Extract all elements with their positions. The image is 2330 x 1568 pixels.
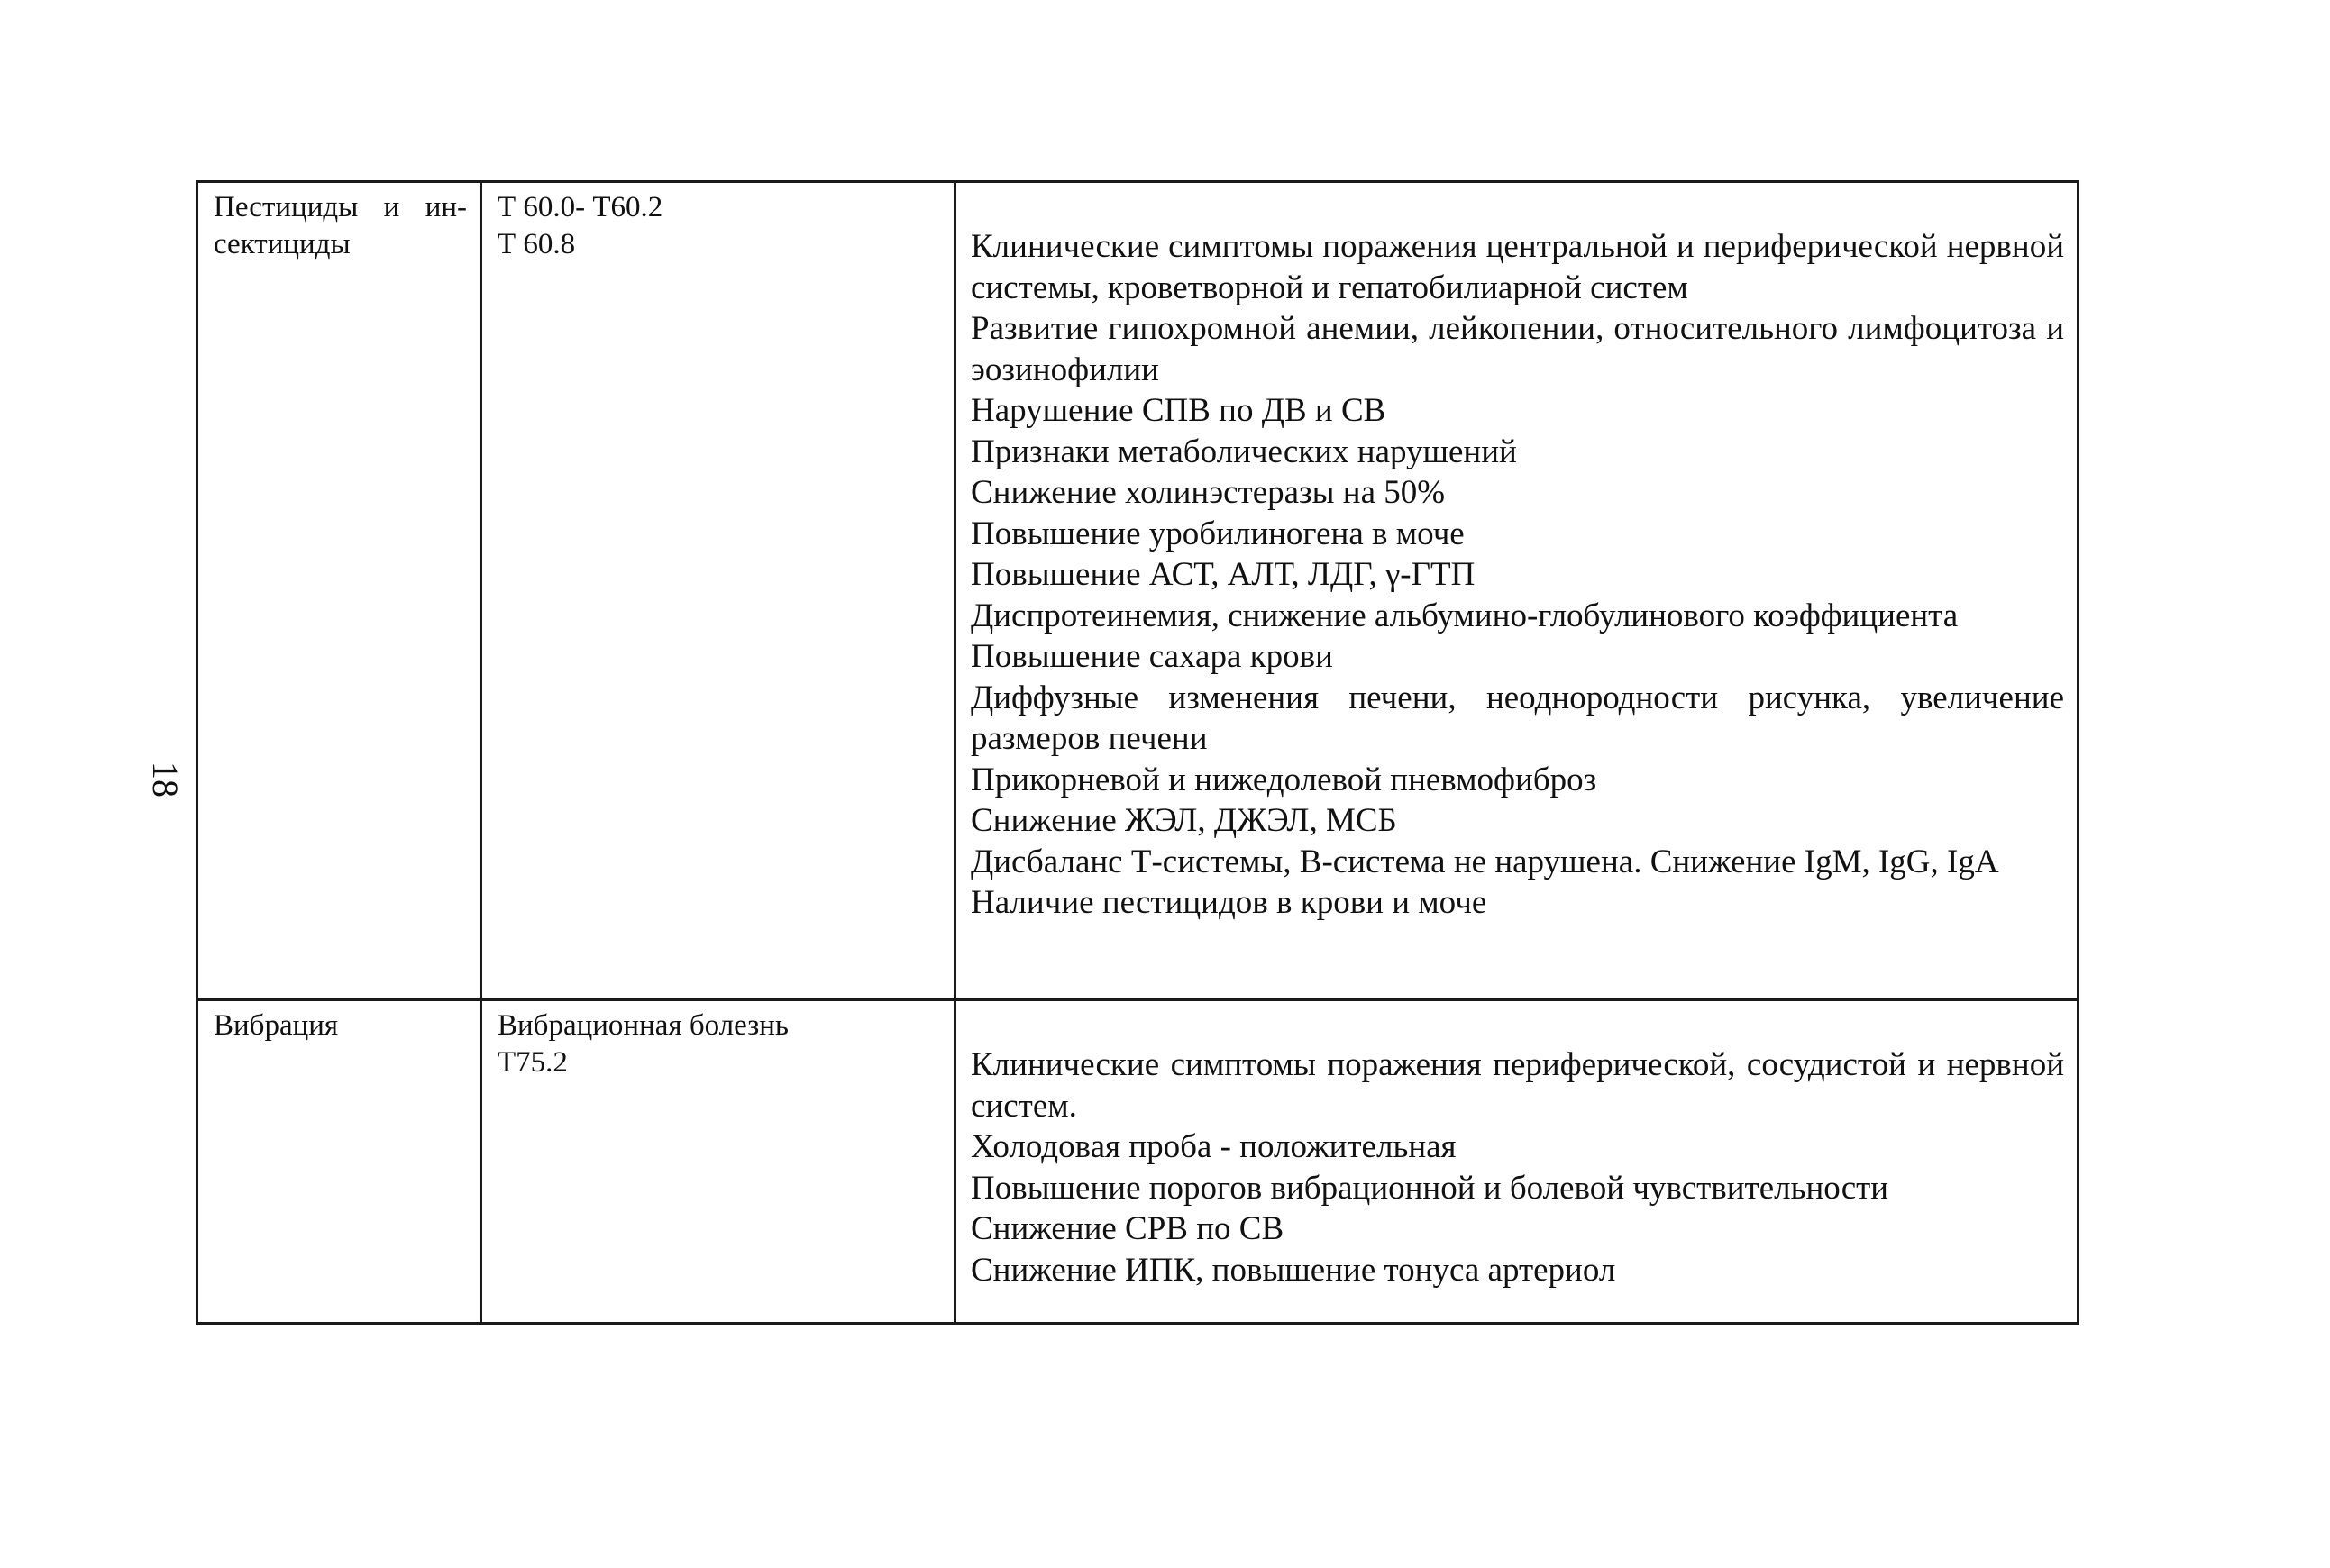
- symptom-item: Снижение СРВ по СВ: [971, 1210, 1284, 1247]
- factor-text-line: сектициды: [214, 228, 351, 260]
- symptom-item: Холодовая проба - положительная: [971, 1128, 1457, 1165]
- symptom-item: Диффузные изменения печени, неоднородности рисунка, увеличение размеров печени: [971, 679, 2064, 757]
- symptom-item: Снижение ИПК, повышение тонуса артериол: [971, 1251, 1616, 1289]
- symptom-item: Повышение уробилиногена в моче: [971, 515, 1465, 552]
- table-row-pesticides: [197, 182, 2079, 1000]
- symptom-item: Снижение холинэстеразы на 50%: [971, 474, 1446, 511]
- symptoms-cell: [955, 182, 2079, 1000]
- symptom-item: Клинические симптомы поражения периферической, сосудистой и нервной систем.: [971, 1046, 2064, 1125]
- factor-text-line: Вибрация: [214, 1009, 339, 1042]
- symptom-item: Клинические симптомы поражения центральной и периферической нервной системы, кроветворной и гепатобилиарной систем: [971, 228, 2064, 306]
- icd-code-line: Т 60.0- Т60.2: [498, 191, 663, 223]
- symptom-item: Повышение сахара крови: [971, 638, 1333, 675]
- symptom-item: Повышение АСТ, АЛТ, ЛДГ, γ-ГТП: [971, 556, 1476, 593]
- factor-cell: [197, 182, 481, 1000]
- icd-code-cell: [481, 1000, 955, 1324]
- icd-code-line: Т75.2: [498, 1046, 568, 1079]
- symptom-item: Наличие пестицидов в крови и моче: [971, 884, 1487, 921]
- icd-code-line: Т 60.8: [498, 228, 576, 260]
- table-row-vibration: [197, 1000, 2079, 1324]
- symptom-item: Дисбаланс Т-системы, В-система не нарушена. Снижение IgM, IgG, IgA: [971, 843, 1999, 880]
- factor-text-line: Пестициды и ин-: [214, 191, 467, 223]
- factor-cell: [197, 1000, 481, 1324]
- symptom-item: Прикорневой и нижедолевой пневмофиброз: [971, 761, 1597, 798]
- symptoms-cell: [955, 1000, 2079, 1324]
- symptom-item: Нарушение СПВ по ДВ и СВ: [971, 392, 1386, 429]
- symptom-item: Развитие гипохромной анемии, лейкопении, относительного лимфоцитоза и эозинофилии: [971, 310, 2064, 388]
- icd-code-cell: [481, 182, 955, 1000]
- symptom-item: Повышение порогов вибрационной и болевой чувствительности: [971, 1169, 1889, 1207]
- symptom-item: Признаки метаболических нарушений: [971, 433, 1517, 470]
- occupational-disease-table: [196, 180, 2079, 1325]
- symptom-item: Диспротеинемия, снижение альбумино-глобулинового коэффициента: [971, 597, 1959, 634]
- symptom-item: Снижение ЖЭЛ, ДЖЭЛ, МСБ: [971, 802, 1397, 839]
- icd-code-line: Вибрационная болезнь: [498, 1009, 789, 1042]
- page-number: 18: [145, 761, 186, 798]
